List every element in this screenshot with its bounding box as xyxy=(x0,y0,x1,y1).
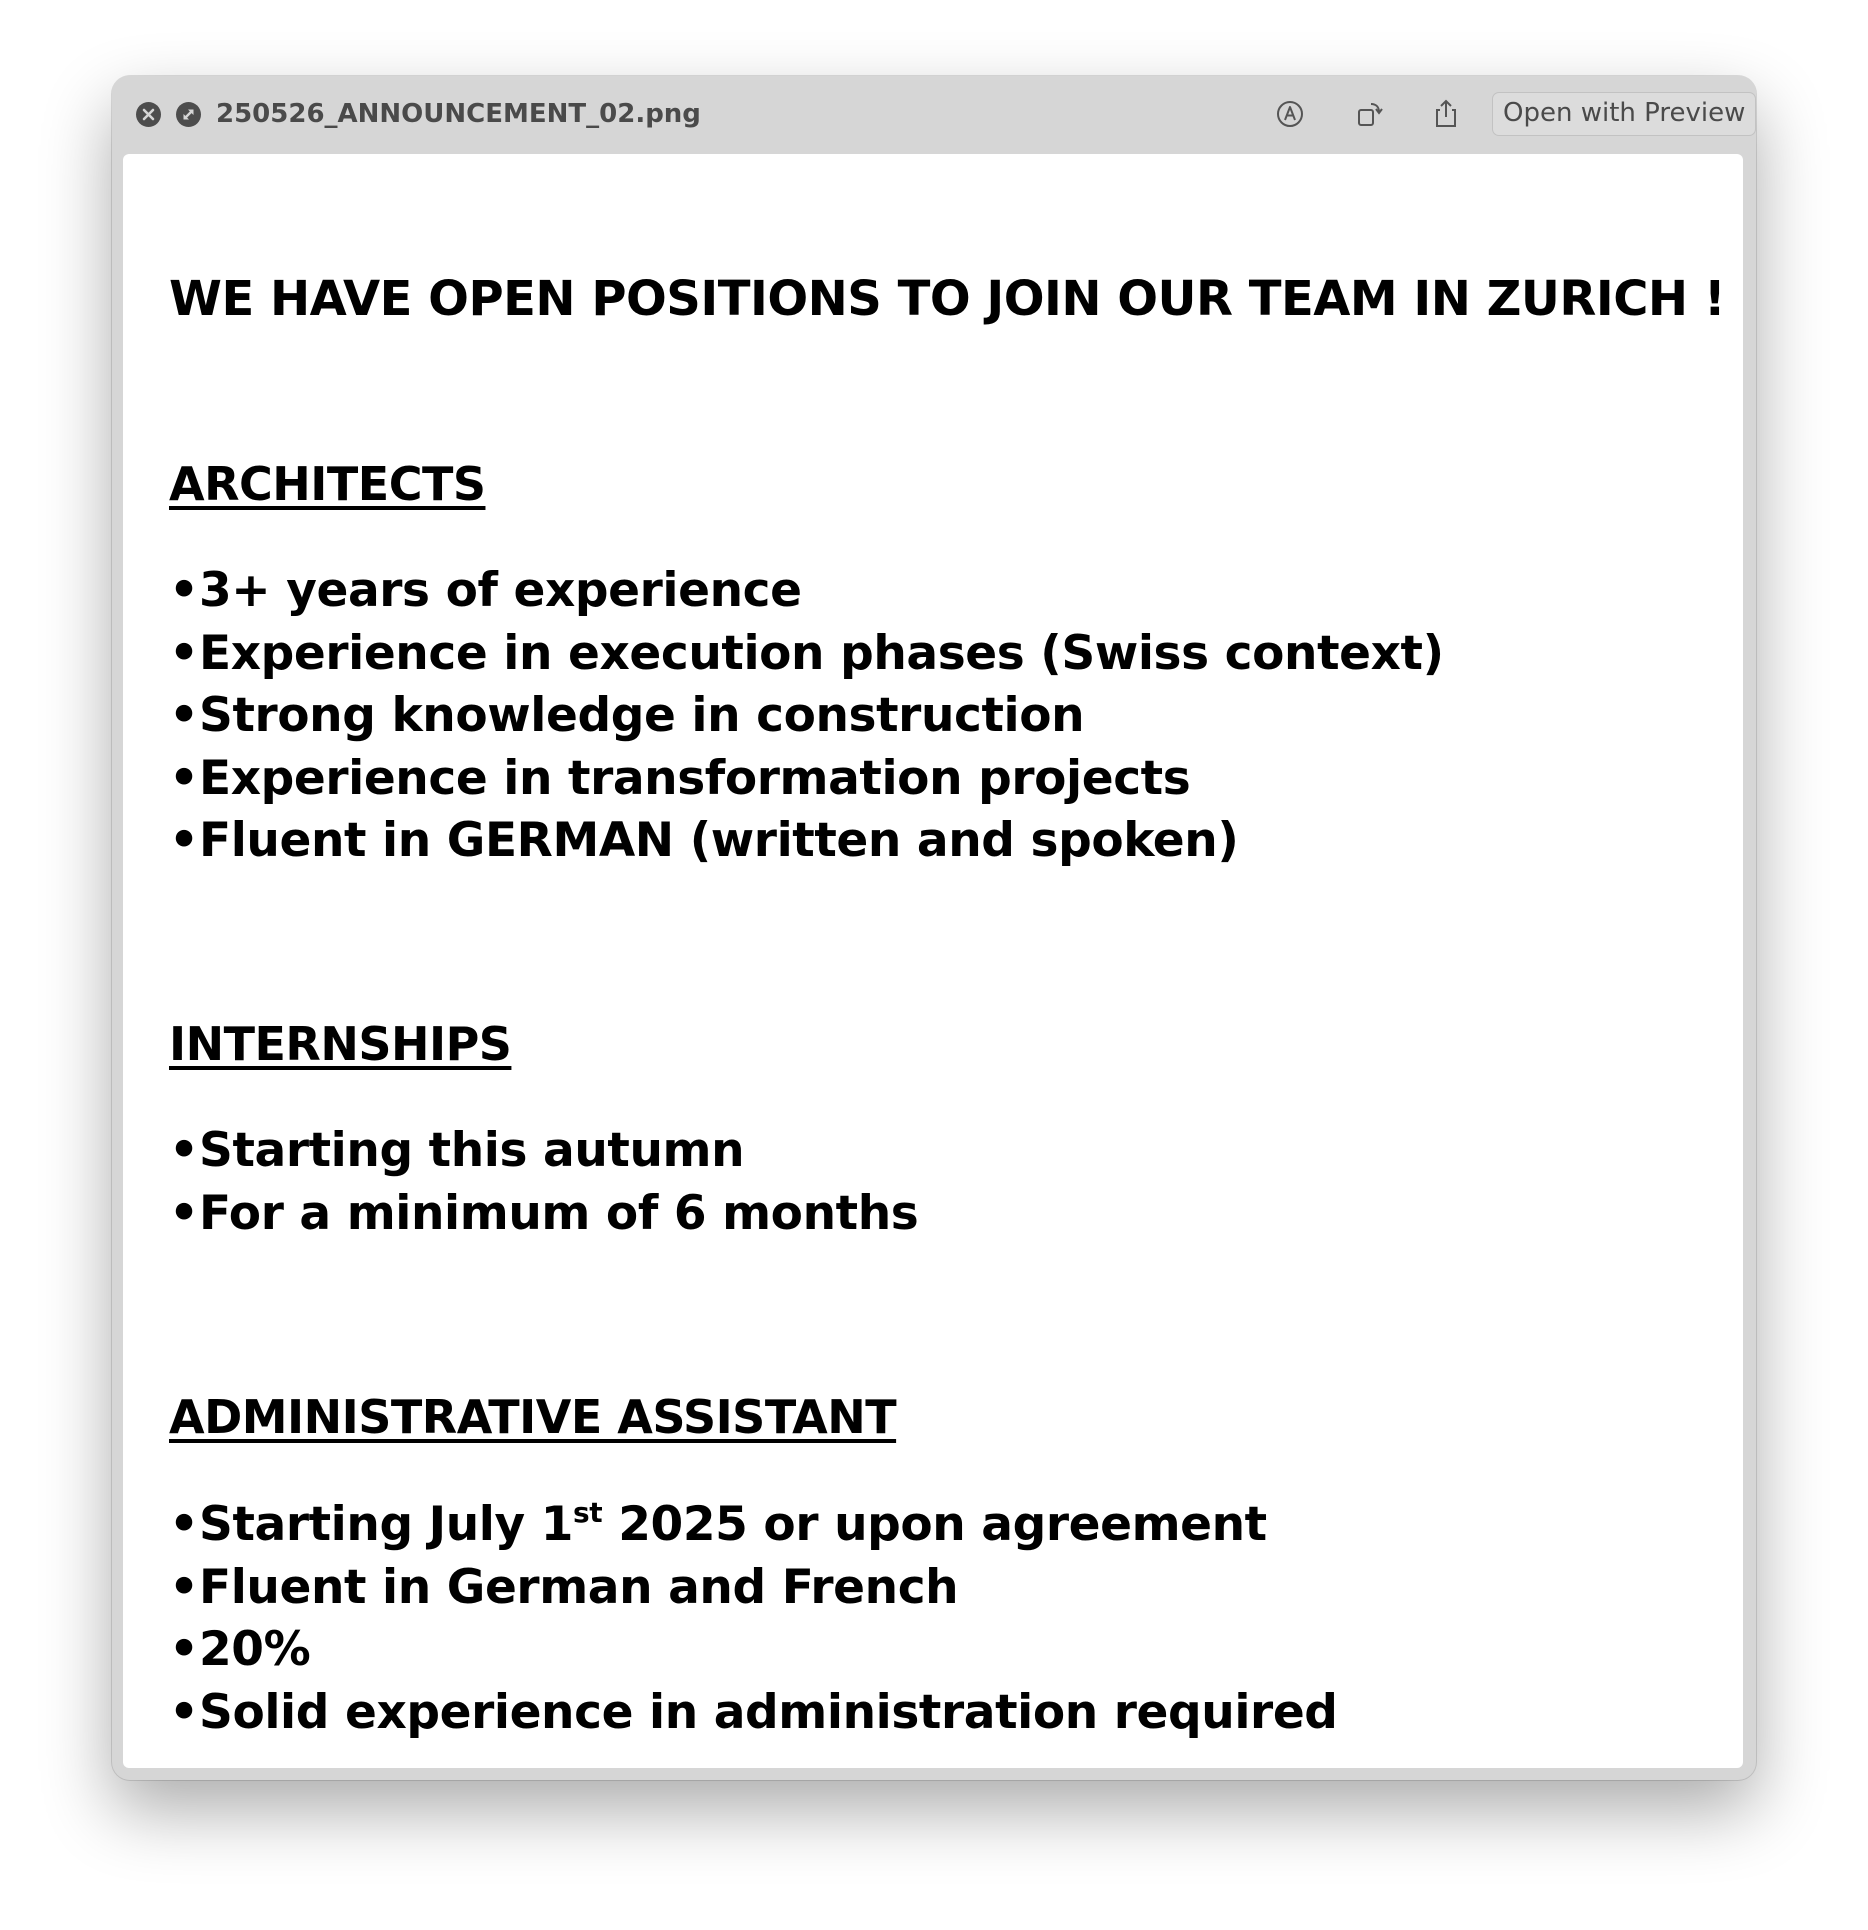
list-item: • For a minimum of 6 months xyxy=(169,1183,918,1246)
fullscreen-icon xyxy=(176,102,201,127)
quicklook-window xyxy=(112,76,1756,1780)
rotate-button[interactable] xyxy=(1349,96,1389,132)
list-item: • Fluent in German and French xyxy=(169,1557,1338,1620)
rotate-icon xyxy=(1354,99,1384,129)
fullscreen-button[interactable] xyxy=(176,102,201,127)
markup-button[interactable] xyxy=(1270,96,1310,132)
list-item-text: 2025 or upon agreement xyxy=(602,1497,1267,1552)
list-item: • Strong knowledge in construction xyxy=(169,685,1444,748)
assistant-list xyxy=(169,1494,1338,1744)
ordinal-suffix: st xyxy=(573,1496,603,1529)
close-button[interactable] xyxy=(136,102,161,127)
close-icon xyxy=(136,102,161,127)
open-with-preview-button[interactable]: Open with Preview xyxy=(1492,92,1756,136)
section-title-architects: ARCHITECTS xyxy=(169,457,486,511)
section-title-internships: INTERNSHIPS xyxy=(169,1017,512,1071)
list-item: • Experience in execution phases (Swiss context) xyxy=(169,623,1444,686)
list-item: • Solid experience in administration required xyxy=(169,1682,1338,1745)
window-title: 250526_ANNOUNCEMENT_02.png xyxy=(216,99,701,129)
list-item: • Fluent in GERMAN (written and spoken) xyxy=(169,810,1444,873)
list-item xyxy=(169,1494,1338,1557)
list-item: • Starting this autumn xyxy=(169,1120,918,1183)
share-icon xyxy=(1431,98,1461,130)
headline: WE HAVE OPEN POSITIONS TO JOIN OUR TEAM IN ZURICH ! xyxy=(169,271,1726,327)
list-item: • 20% xyxy=(169,1619,1338,1682)
list-item: • Experience in transformation projects xyxy=(169,748,1444,811)
markup-icon xyxy=(1275,99,1305,129)
image-preview xyxy=(123,154,1743,1768)
list-item-text: Starting July 1 xyxy=(199,1497,574,1552)
section-title-administrative-assistant: ADMINISTRATIVE ASSISTANT xyxy=(169,1390,897,1444)
list-item: • 3+ years of experience xyxy=(169,560,1444,623)
internships-list xyxy=(169,1120,918,1245)
title-bar[interactable] xyxy=(112,76,1756,152)
architects-list xyxy=(169,560,1444,873)
share-button[interactable] xyxy=(1426,96,1466,132)
